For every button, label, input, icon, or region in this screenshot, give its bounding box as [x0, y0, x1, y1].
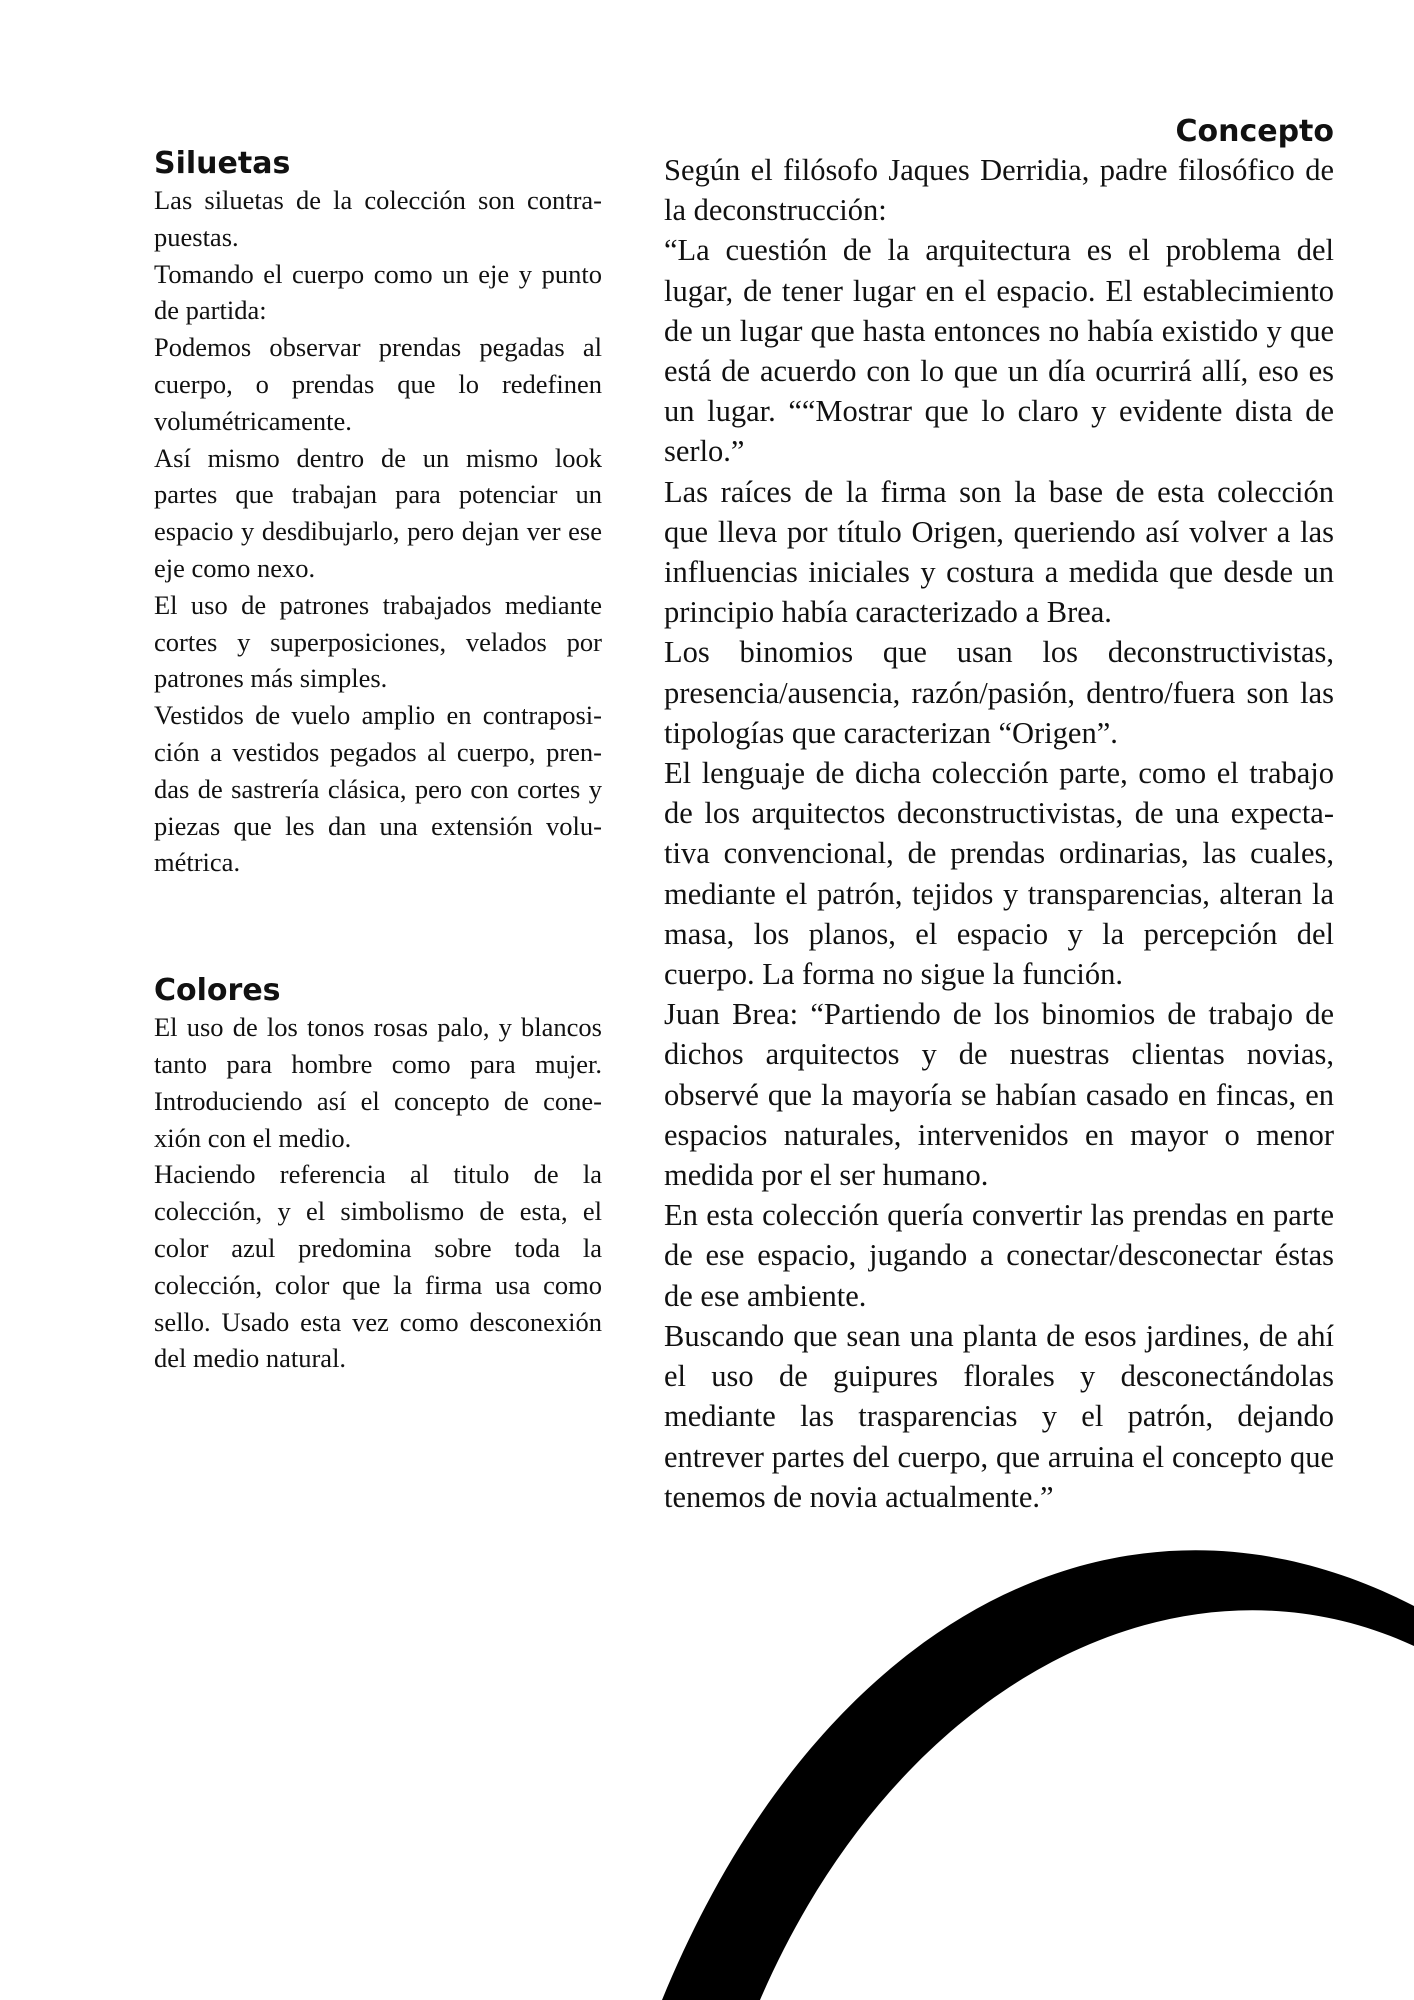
colores-paragraph: Haciendo referencia al titulo de la colección, y el simbolismo de esta, el color azul predomina sobre toda la colección, color que la firma usa como sello. Usado esta vez como desconexión del medio natural. [154, 1159, 602, 1374]
decorative-letter-o-arc [662, 1550, 1414, 2000]
siluetas-paragraph: El uso de patrones trabajados mediante cortes y superposiciones, velados por patrones más simples. [154, 589, 602, 694]
siluetas-paragraph: Vestidos de vuelo amplio en contraposi-ción a vestidos pegados al cuerpo, pren-das de sastrería clásica, pero con cortes y piezas que les dan una extensión volu-métrica. [154, 700, 602, 878]
colores-heading: Colores [154, 973, 281, 1009]
siluetas-heading: Siluetas [154, 146, 291, 181]
concepto-paragraph: En esta colección quería convertir las prendas en parte de ese espacio, jugando a conectar/desconectar éstas de ese ambiente. [664, 1198, 1334, 1313]
siluetas-paragraph: Tomando el cuerpo como un eje y punto de partida: [154, 258, 602, 326]
concepto-paragraph: Según el filósofo Jaques Derridia, padre filosófico de la deconstrucción: [664, 153, 1334, 228]
siluetas-paragraph: Las siluetas de la colección son contra-puestas. [154, 185, 602, 252]
siluetas-paragraph: Podemos observar prendas pegadas al cuerpo, o prendas que lo redefinen volumétricamente. [154, 332, 602, 436]
concepto-paragraph: Juan Brea: “Partiendo de los binomios de trabajo de dichos arquitectos y de nuestras clientas novias, observé que la mayoría se habían casado en fincas, en espacios naturales, intervenidos en mayor o menor medida por el ser humano. [664, 997, 1334, 1193]
left-column [154, 146, 602, 1377]
colores-paragraph: El uso de los tonos rosas palo, y blancos tanto para hombre como para mujer. Introduciendo así el concepto de cone-xión con el medio. [154, 1012, 602, 1153]
concepto-heading: Concepto [1175, 114, 1334, 149]
siluetas-paragraph: Así mismo dentro de un mismo look partes que trabajan para potenciar un espacio y desdibujarlo, pero dejan ver ese eje como nexo. [154, 442, 602, 583]
concepto-paragraph: Las raíces de la firma son la base de esta colección que lleva por título Origen, queriendo así volver a las influencias iniciales y costura a medida que desde un principio había caracterizado a Brea. [664, 474, 1334, 630]
right-column [664, 114, 1334, 1517]
concepto-paragraph: Buscando que sean una planta de esos jardines, de ahí el uso de guipures florales y desconectándolas mediante las trasparencias y el patrón, dejando entrever partes del cuerpo, que arruina el concepto que tenemos de novia actualmente.” [664, 1318, 1334, 1514]
concepto-paragraph: El lenguaje de dicha colección parte, como el trabajo de los arquitectos deconstructivistas, de una expecta-tiva convencional, de prendas ordinarias, las cuales, mediante el patrón, tejidos y transparencias, alteran la masa, los planos, el espacio y la percepción del cuerpo. La forma no sigue la función. [664, 756, 1334, 992]
concepto-paragraph: Los binomios que usan los deconstructivistas, presencia/ausencia, razón/pasión, dentro/fuera son las tipologías que caracterizan “Origen”. [664, 635, 1334, 750]
concepto-paragraph: “La cuestión de la arquitectura es el problema del lugar, de tener lugar en el espacio. El establecimiento de un lugar que hasta entonces no había existido y que está de acuerdo con lo que un día ocurrirá allí, eso es un lugar. ““Mostrar que lo claro y evidente dista de serlo.” [664, 233, 1334, 469]
